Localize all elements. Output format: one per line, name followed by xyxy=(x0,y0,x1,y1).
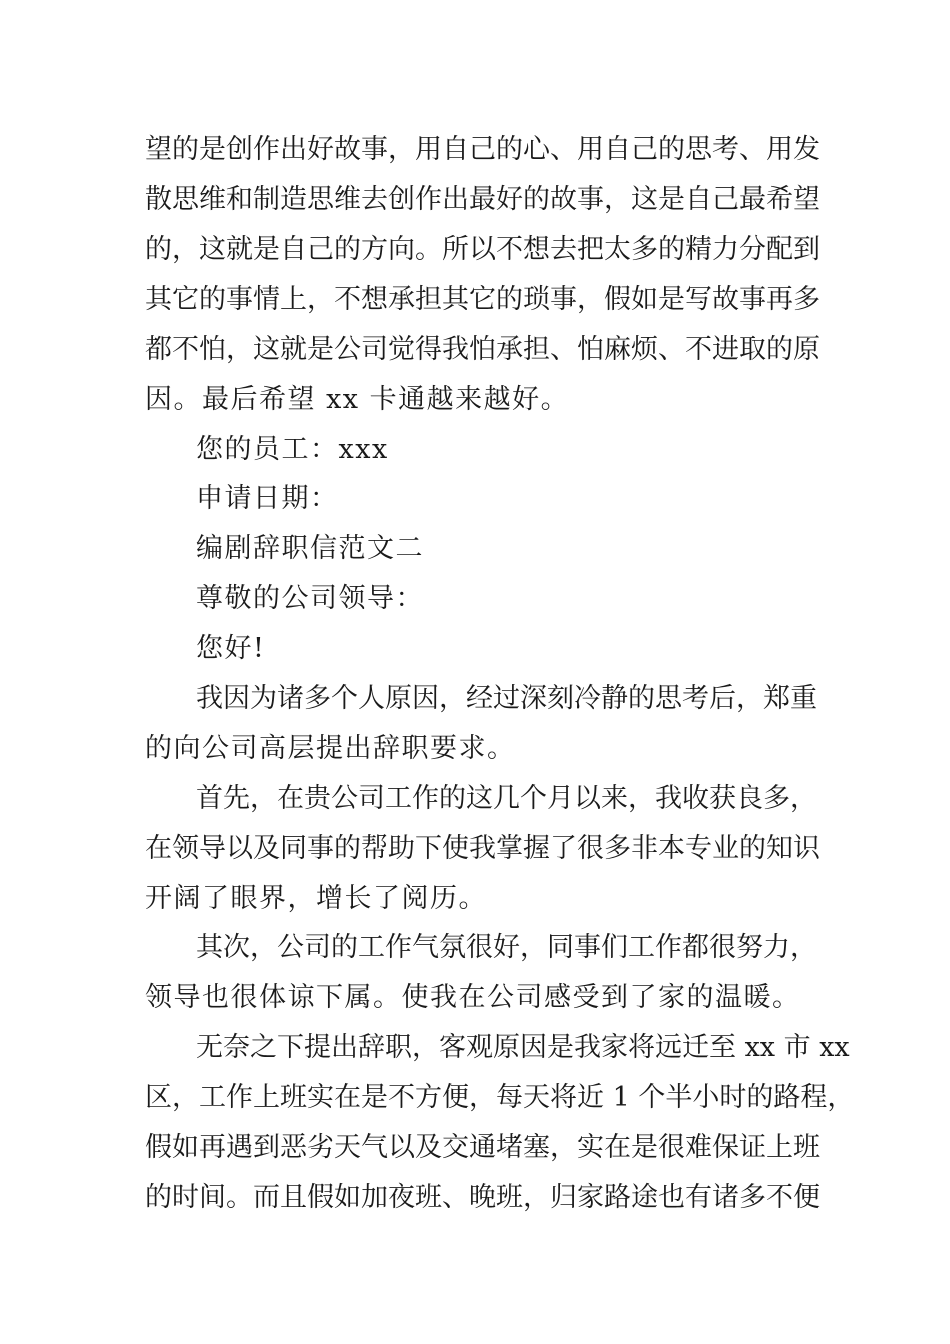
text-line: 区，工作上班实在是不方便，每天将近 1 个半小时的路程， xyxy=(145,1082,855,1113)
section-title: 编剧辞职信范文二 xyxy=(196,533,424,564)
text-line: 假如再遇到恶劣天气以及交通堵塞，实在是很难保证上班 xyxy=(145,1132,820,1163)
date-line: 申请日期： xyxy=(196,483,339,514)
text-line: 首先，在贵公司工作的这几个月以来，我收获良多， xyxy=(196,783,817,814)
text-line: 开阔了眼界，增长了阅历。 xyxy=(145,883,487,914)
text-line: 的向公司高层提出辞职要求。 xyxy=(145,733,516,764)
text-line: 望的是创作出好故事，用自己的心、用自己的思考、用发 xyxy=(145,134,820,165)
text-line: 的，这就是自己的方向。所以不想去把太多的精力分配到 xyxy=(145,234,820,265)
text-line: 因。最后希望 xx 卡通越来越好。 xyxy=(145,384,570,415)
text-line: 都不怕，这就是公司觉得我怕承担、怕麻烦、不进取的原 xyxy=(145,334,820,365)
text-line: 我因为诸多个人原因，经过深刻冷静的思考后，郑重 xyxy=(196,683,817,714)
text-line: 无奈之下提出辞职，客观原因是我家将远迁至 xx 市 xx xyxy=(196,1032,850,1063)
greeting: 您好! xyxy=(196,633,266,664)
signature-line: 您的员工：xxx xyxy=(196,434,389,465)
text-line: 在领导以及同事的帮助下使我掌握了很多非本专业的知识 xyxy=(145,833,820,864)
text-line: 其它的事情上，不想承担其它的琐事，假如是写故事再多 xyxy=(145,284,820,315)
text-line: 散思维和制造思维去创作出最好的故事，这是自己最希望 xyxy=(145,184,820,215)
salutation: 尊敬的公司领导： xyxy=(196,583,424,614)
text-line: 领导也很体谅下属。使我在公司感受到了家的温暖。 xyxy=(145,982,801,1013)
text-line: 其次，公司的工作气氛很好，同事们工作都很努力， xyxy=(196,932,817,963)
text-line: 的时间。而且假如加夜班、晚班，归家路途也有诸多不便 xyxy=(145,1182,820,1213)
